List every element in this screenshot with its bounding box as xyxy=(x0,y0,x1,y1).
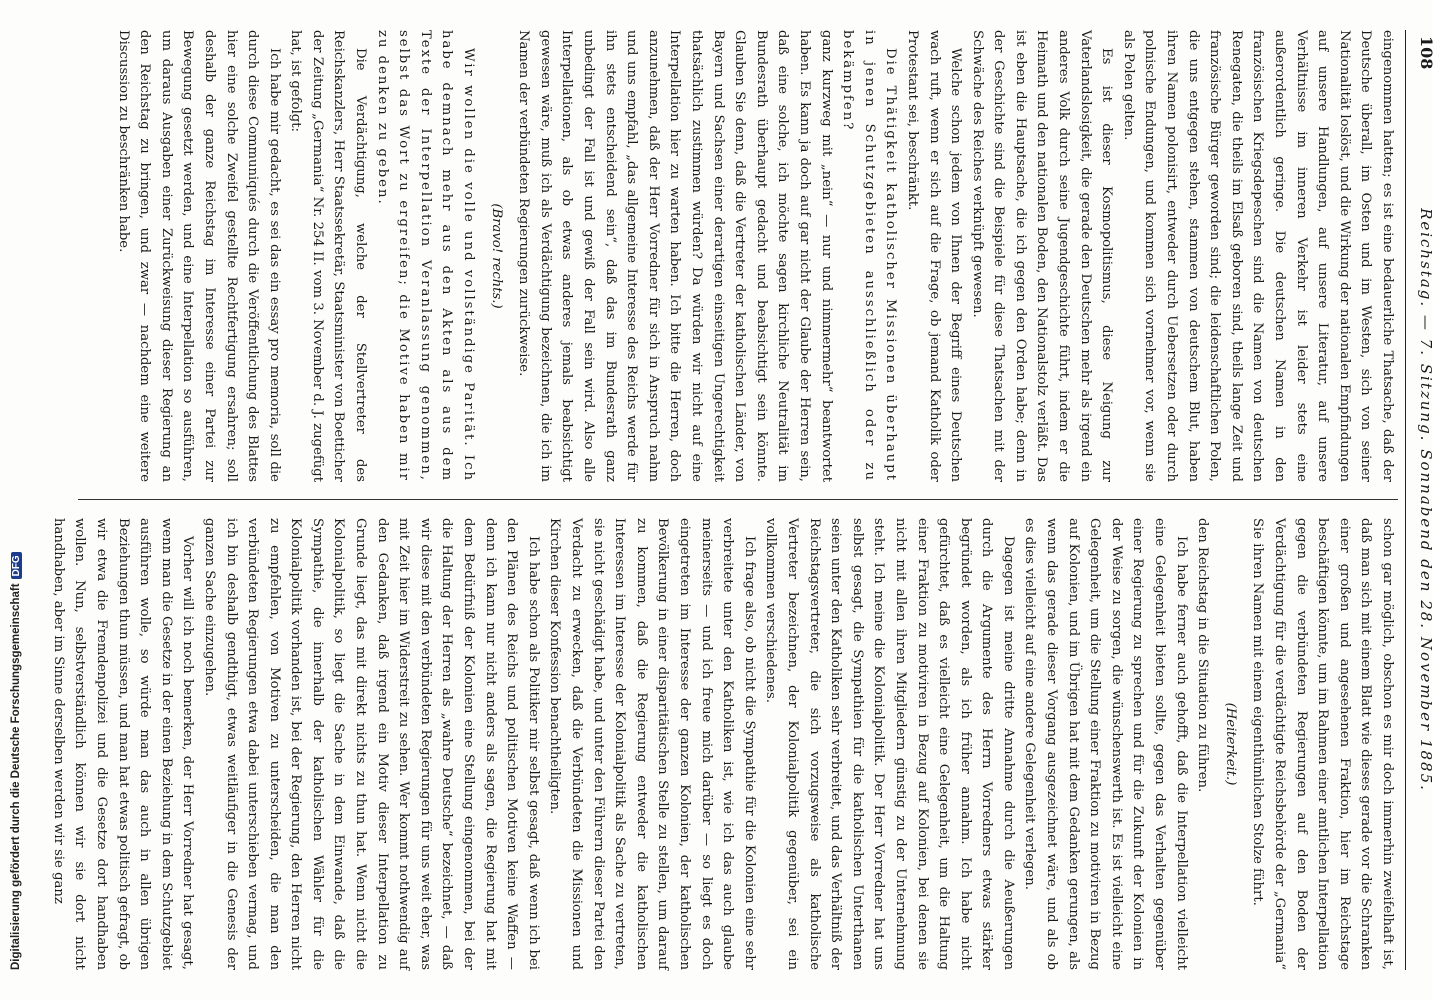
paragraph: Es ist dieser Kosmopolitismus, diese Neigung zur Vaterlandslosigkeit, die gerade den Deutschen mehr als irgend ein anderes Volk durch seine Jugendgeschichte führt, indem er die Heimath und den nationalen Boden, den Nationalstolz verläßt. Das ist eben die Hauptsache, die ich gegen den Orden habe; denn in der Geschichte sind die Beispiele für diese Thatsachen mit der Schwäche des Reiches verknüpft gewesen. xyxy=(969,30,1115,482)
paragraph: Ich habe schon als Politiker mir selbst gesagt, daß wenn ich bei den Plänen des Reichs und politischen Motiven keine Waffen — denn ich kann nur nicht anders als sagen, die Regierung hat mit dem Bedürfniß der Kolonien eine Stellung eingenommen, bei der die Haltung der Herren als „wahre Deutsche“ bezeichnet, — daß wir diese mit den verbündeten Regierungen für uns weit eher, was mit Zeit hier im Widerstreit zu sehen. Wer kommt nothwendig auf den Gedanken, daß irgend ein Motiv dieser Interpellation zu Grunde liegt, das mit direkt nichts zu thun hat. Wenn nicht die Kolonialpolitik, so liegt die Sache in dem Einwande, daß die Sympathie, die innerhalb der katholischen Wähler für die Kolonialpolitik vorhanden ist, bei der Regierung, den Herren nicht zu empfehlen, von Motiven zu unterscheiden, die man den verbündeten Regierungen etwa dabei unterschieben vermag, und ich bin deshalb gendthigt, etwas weitläufiger in die Genesis der ganzen Sache einzugehen. xyxy=(201,518,541,970)
paragraph-quoted-question: Die Thätigkeit katholischer Missionen überhaupt in jenen Schutzgebieten ausschließlich oder zu bekämpfen? xyxy=(840,30,899,482)
paragraph: den Reichstag in die Situation zu führen. xyxy=(1195,518,1211,793)
paragraph: Die Verdächtigung, welche der Stellvertreter des Reichskanzlers, Herr Staatssekretär, Staatsminister von Boetticher der Zeitung „Germania“ Nr. 254 II. vom 3. November d. J. zugefügt hat, ist gefolgt: xyxy=(288,30,369,482)
dfg-logo-badge: DFG xyxy=(11,552,22,579)
paragraph: Ich habe mir gedacht, es sei das ein essay pro memoria, soll die durch diese Communiqués durch die Veröffentlichung des Blattes hier eine solche Zweifel gestellte Rechtfertigung ersahren; soll deshalb der ganze Reichstag im Interesse einer Partei zur Bewegung gesetzt werden, und eine Interpellation so ausführen, um daraus Ausgaben einer Zurückweisung dieser Regierung an den Reichstag zu bringen, und zwar — nachdem eine weitere Discussion zu beschränken habe. xyxy=(115,30,282,482)
left-column xyxy=(78,30,1398,482)
paragraph: Dagegen ist meine dritte Annahme durch die Aeußerungen durch die Argumente des Herrn Vorredners etwas stärker begründet worden, als ich früher annahm. Ich habe nicht gefürchtet, daß es vielleicht eine Gelegenheit, um die Haltung einer Fraktion zu motiviren in Bezug auf Kolonien, bei denen sie nicht mit allen ihren Mitgliedern günstig zu der Unternehmung steht. Ich meine die Kolonialpolitik. Der Herr Vorredner hat uns selbst gesagt, die Sympathien für die katholischen Unterthanen seien unter den Katholiken sehr verbreitet, und das Verhältniß der Reichstagsvertreter, die sich vorzugsweise als katholische Vertreter bezeichnen, der Kolonialpolitik gegenüber, sei ein vollkommen verschiedenes. xyxy=(763,518,1016,970)
paragraph: schon gar möglich, obschon es mir doch immerhin zweifelhaft ist, daß man sich mit einem Blatt wie dieses gerade vor die Schranken einer großen und angesehenen Fraktion, hier im Reichstage beschäftigen könnte, um im Rahmen einer amtlichen Interpellation gegen die verbündeten Regierungen auf den Boden der Verdächtigung für die verdächtigte Reichsbehörde der „Germania“ Sie ihren Namen mit einem eigenthümlichen Stolze führt. xyxy=(1250,518,1395,970)
newspaper-sheet xyxy=(50,30,1442,970)
stage-direction: (Heiterkeit.) xyxy=(1222,702,1238,786)
credit-text: Digitalisierung gefördert durch die Deutsche Forschungsgemeinschaft xyxy=(10,583,22,970)
page-number: 108 xyxy=(1417,36,1436,70)
running-title: Reichstag. — 7. Sitzung. Sonnabend den 28. November 1885. xyxy=(1417,208,1435,792)
paragraph: Ich habe ferner auch gehofft, daß die Interpellation vielleicht eine Gelegenheit bieten sollte, gegen das Verhalten gegenüber einer Regierung zu sprechen und für die Zukunft der Kolonien in der Weise zu sorgen, die wünschenswerth ist. Es ist vielleicht eine Gelegenheit, um die Stellung einer Fraktion zu motiviren in Bezug auf Kolonien, und im Übrigen hat mit dem Gedanken gerungen, als wenn das gerade dieser Vorgang ausgezeichnet wäre, und als ob es dies vielleicht auf eine andere Gelegenheit verlegen. xyxy=(1022,518,1189,970)
paragraph: Vorher will ich noch bemerken, der Herr Vorredner hat gesagt, wenn man die Gesetze in der einen Beziehung in dem Schutzgebiet ausführen wolle, so würde man das auch in allen übrigen Beziehungen thun müssen, und man hat etwas politisch gefragt, ob wir etwa die Fremdenpolizei und die Gesetze dort handhaben wollen. Nun, selbstverständlich können wir sie dort nicht handhaben, aber im Sinne derselben werden wir sie ganz xyxy=(50,518,196,970)
stage-direction: (Bravo! rechts.) xyxy=(488,203,504,309)
paragraph: Welche schon jedem von Ihnen der Begriff eines Deutschen wach ruft, wenn er sich auf die Frage, ob jemand Katholik oder Protestant sei, beschränkt. xyxy=(904,30,964,482)
right-column xyxy=(50,518,1398,970)
paragraph: ganz kurzweg mit „nein“ — nur und nimmermehr“ beantwortet haben. Es kann ja doch auf gar nicht der Glaube der Herren sein, daß eine solche, ich möchte sagen kirchliche Neutralität im Bundesrath überhaupt gedacht und beabsichtigt sein könnte. Glauben Sie denn, daß die Vertreter der katholischen Länder, von Bayern und Sachsen einer derartigen einseitigen Ungerechtigkeit thatsächlich zustimmen würden? Da würden wir nicht auf eine Interpellation hier zu warten haben. Ich bitte die Herren, doch anzunehmen, daß der Herr Vorredner für sich in Anspruch nahm und uns empfahl, „das allgemeine Interesse des Reichs werde für ihn stets entscheidend sein“, daß das im Bundesrath ganz unbedingt der Fall ist und gewiß der Fall sein wird. Also alle Interpellationen, als ob etwas anderes jemals beabsichtigt gewesen wäre, muß ich als Verdächtigung bezeichnen, die ich im Namen der verbündeten Regierungen zurückweise. xyxy=(516,30,834,482)
page-header xyxy=(1405,30,1442,970)
paragraph: Wir wollen die volle und vollständige Parität. Ich habe demnach mehr aus den Akten als aus dem Texte der Interpellation Veranlassung genommen, selbst das Wort zu ergreifen; die Motive haben mir zu denken zu geben. xyxy=(374,30,477,482)
column-divider xyxy=(78,499,1398,500)
digitization-credit xyxy=(10,552,22,970)
paragraph: Ich frage also, ob nicht die Sympathie für die Kolonien eine sehr verbreitete unter den Katholiken ist, wie ich das auch glaube meinerseits — und ich freue mich darüber — so liegt es doch eingetreten im Interesse der ganzen Kolonien, der katholischen Bevölkerung in einer disparitätischen Stelle zu stellen, um darauf zu kommen, daß die Regierung entweder die katholischen Interessen im Interesse der Kolonialpolitik als Sache zu vertreten, sie nicht geschädigt habe, und unter den Führern dieser Partei den Verdacht zu erwecken, daß die Verbündeten die Missionen und Kirchen dieser Konfession benachtheiligten. xyxy=(547,518,757,970)
paragraph: eingenommen hatten; es ist eine bedauerliche Thatsache, daß der Deutsche überall, im Osten und im Westen, sich von seiner Nationalität loslöst, und die Wirkung der nationalen Empfindungen auf unsere Handlungen, auf unsere Literatur, auf unsere Verhältnisse im inneren Verkehr ist leider stets eine außerordentlich geringe. Die deutschen Namen in den französischen Kriegsdepeschen sind die Namen von deutschen Renegaten, die theils im Elsaß geboren sind, theils lange Zeit und französische Bürger geworden sind; die leidenschaftlichen Polen, die uns entgegen stehen, stammen von deutschem Blut, haben ihren Namen polonisirt, entweder durch Uebersetzen oder durch polnische Endungen, und kommen sich vornehmer vor, wenn sie als Polen gelten. xyxy=(1120,30,1395,482)
